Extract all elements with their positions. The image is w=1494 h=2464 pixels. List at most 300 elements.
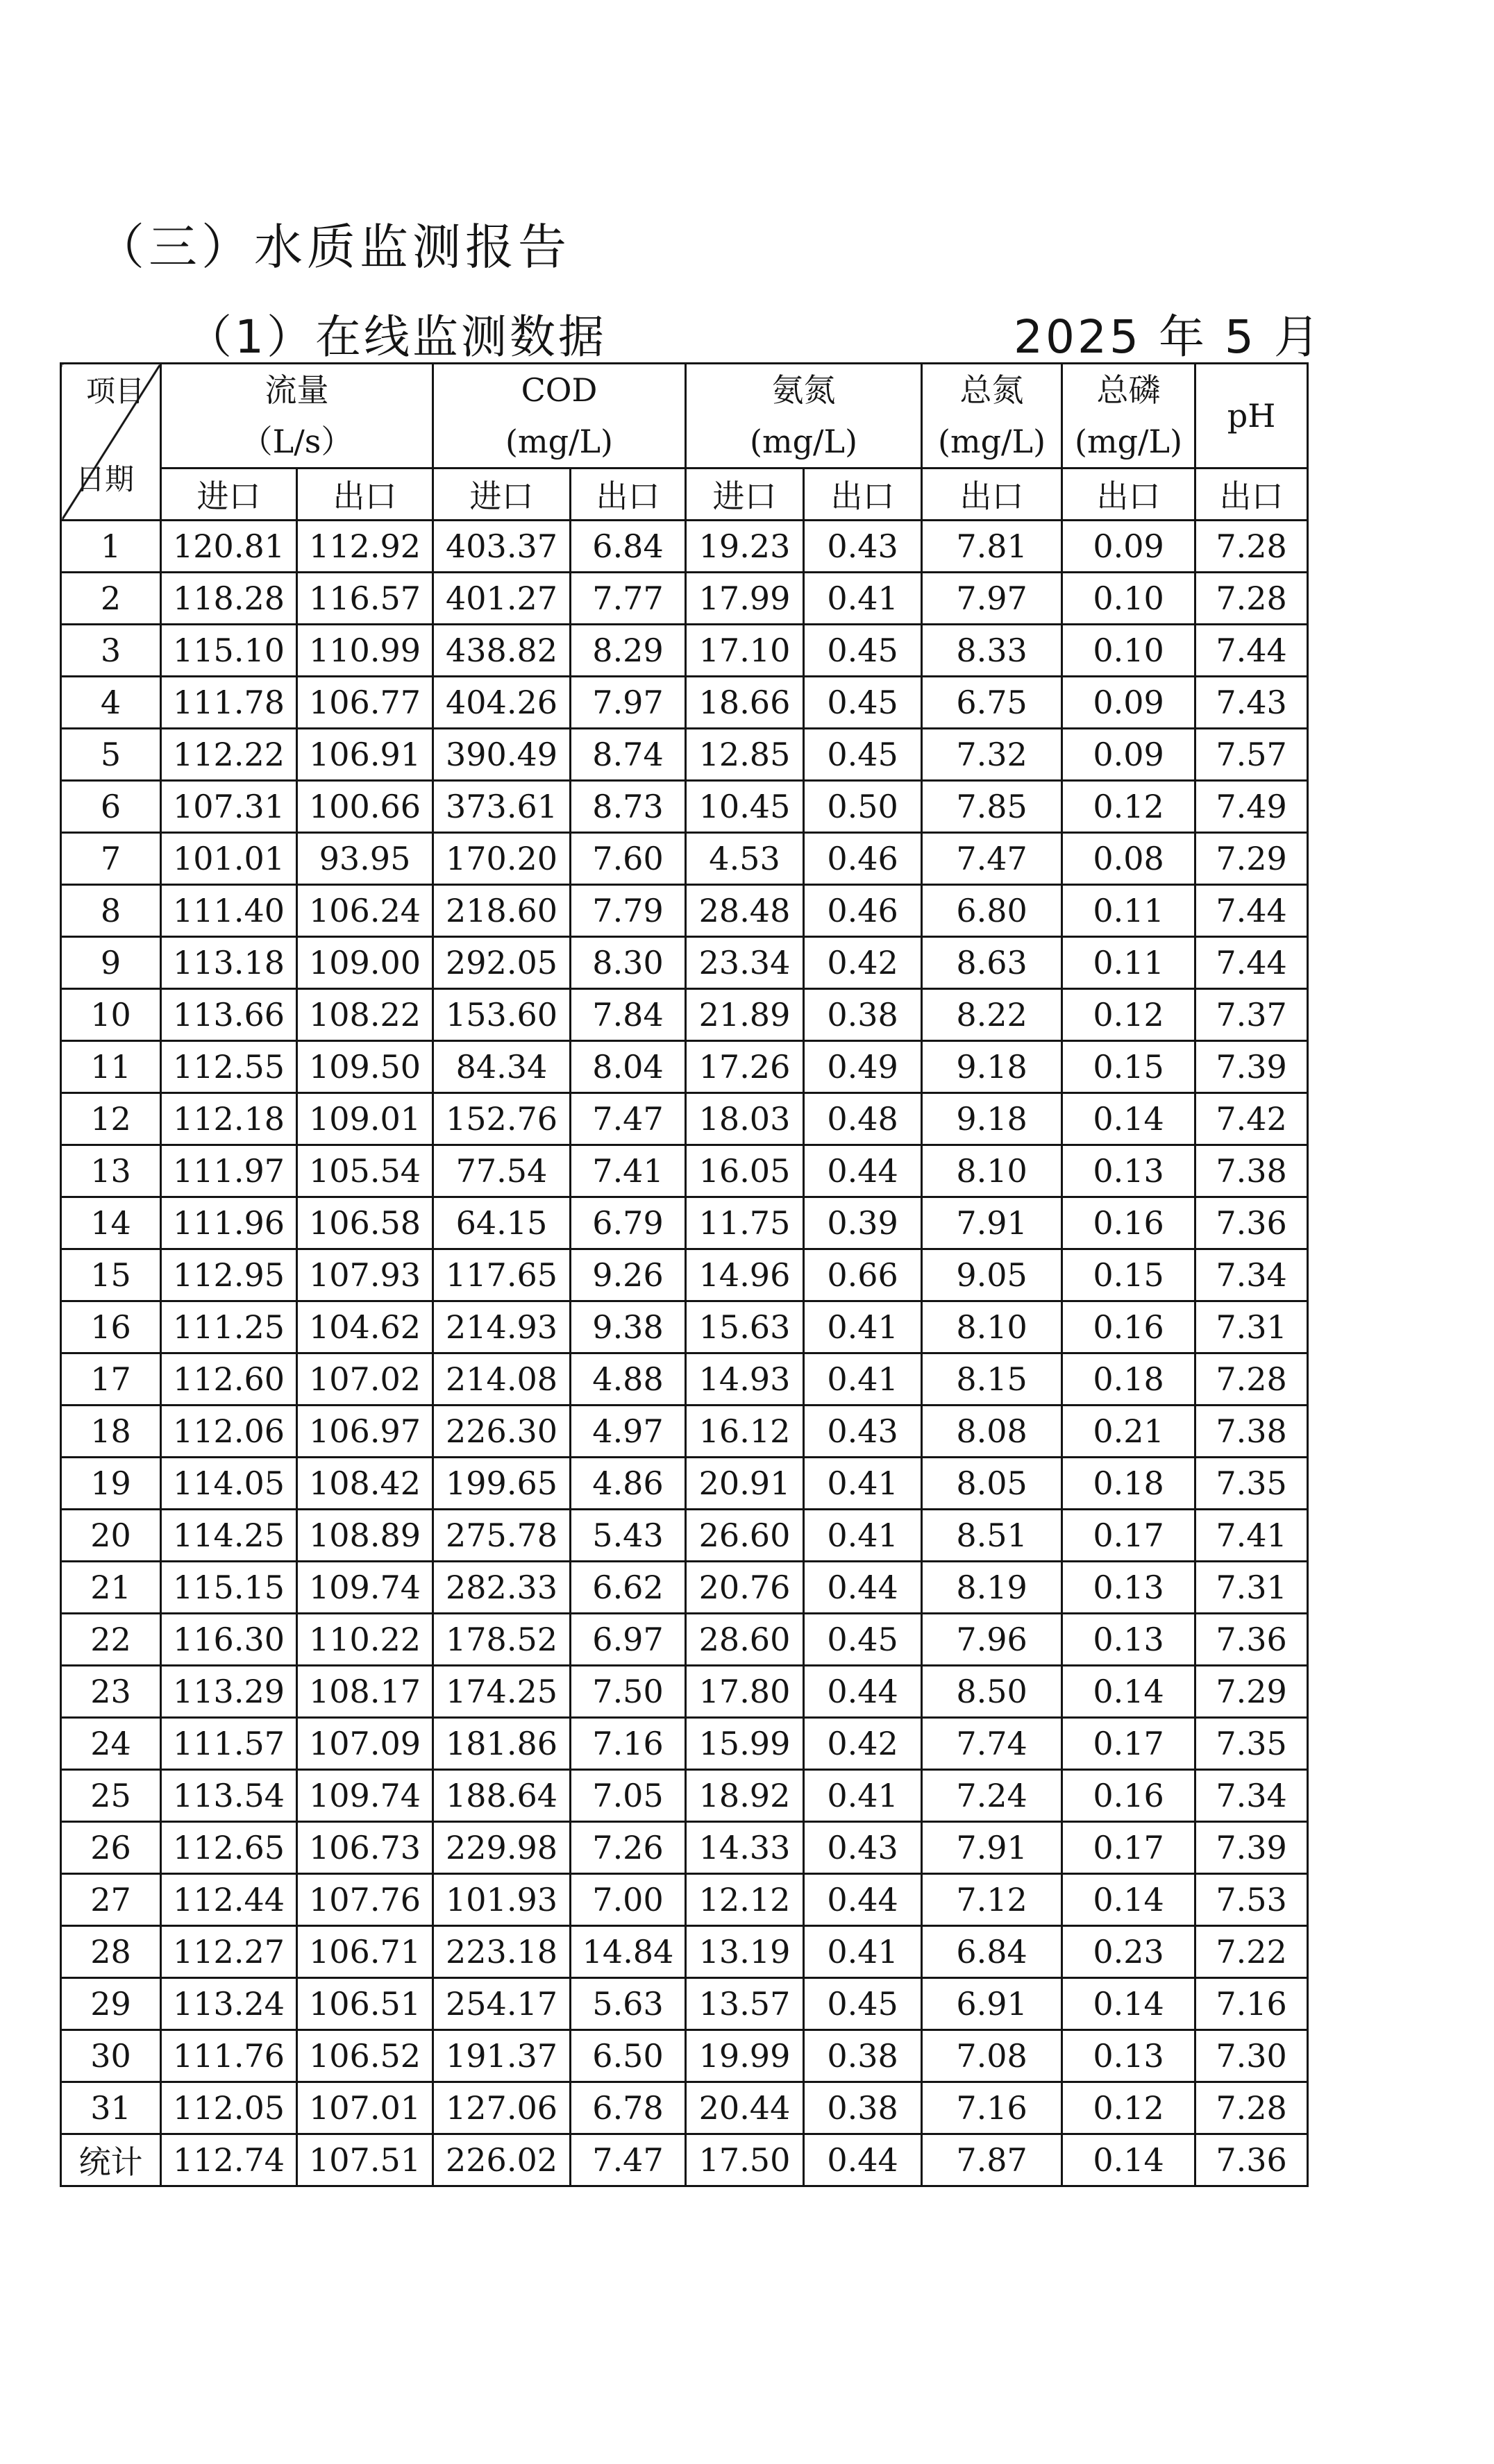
value-cell: 0.16 bbox=[1062, 1770, 1195, 1822]
value-cell: 109.50 bbox=[297, 1041, 433, 1093]
date-cell: 6 bbox=[61, 781, 161, 833]
date-cell: 4 bbox=[61, 677, 161, 729]
value-cell: 120.81 bbox=[161, 521, 297, 573]
group-header-flow: 流量 （L/s） bbox=[161, 364, 433, 469]
value-cell: 114.05 bbox=[161, 1458, 297, 1510]
value-cell: 116.30 bbox=[161, 1614, 297, 1666]
value-cell: 127.06 bbox=[433, 2082, 571, 2134]
value-cell: 7.39 bbox=[1195, 1041, 1308, 1093]
value-cell: 0.66 bbox=[804, 1249, 922, 1301]
value-cell: 14.84 bbox=[571, 1926, 686, 1978]
value-cell: 106.58 bbox=[297, 1197, 433, 1249]
value-cell: 0.41 bbox=[804, 1770, 922, 1822]
value-cell: 404.26 bbox=[433, 677, 571, 729]
value-cell: 112.60 bbox=[161, 1353, 297, 1406]
table-row bbox=[61, 625, 1308, 677]
value-cell: 174.25 bbox=[433, 1666, 571, 1718]
value-cell: 7.16 bbox=[922, 2082, 1062, 2134]
value-cell: 7.60 bbox=[571, 833, 686, 885]
value-cell: 7.29 bbox=[1195, 833, 1308, 885]
value-cell: 7.38 bbox=[1195, 1145, 1308, 1197]
value-cell: 112.92 bbox=[297, 521, 433, 573]
value-cell: 7.79 bbox=[571, 885, 686, 937]
value-cell: 0.11 bbox=[1062, 937, 1195, 989]
value-cell: 104.62 bbox=[297, 1301, 433, 1353]
value-cell: 28.60 bbox=[686, 1614, 804, 1666]
value-cell: 107.93 bbox=[297, 1249, 433, 1301]
value-cell: 199.65 bbox=[433, 1458, 571, 1510]
value-cell: 113.66 bbox=[161, 989, 297, 1041]
value-cell: 7.47 bbox=[571, 1093, 686, 1145]
date-cell: 29 bbox=[61, 1978, 161, 2030]
value-cell: 7.97 bbox=[922, 573, 1062, 625]
value-cell: 0.44 bbox=[804, 1562, 922, 1614]
value-cell: 7.39 bbox=[1195, 1822, 1308, 1874]
value-cell: 7.44 bbox=[1195, 625, 1308, 677]
value-cell: 5.43 bbox=[571, 1510, 686, 1562]
value-cell: 19.23 bbox=[686, 521, 804, 573]
value-cell: 188.64 bbox=[433, 1770, 571, 1822]
value-cell: 0.17 bbox=[1062, 1822, 1195, 1874]
value-cell: 438.82 bbox=[433, 625, 571, 677]
value-cell: 112.95 bbox=[161, 1249, 297, 1301]
value-cell: 8.19 bbox=[922, 1562, 1062, 1614]
value-cell: 0.46 bbox=[804, 833, 922, 885]
value-cell: 0.17 bbox=[1062, 1510, 1195, 1562]
value-cell: 5.63 bbox=[571, 1978, 686, 2030]
value-cell: 19.99 bbox=[686, 2030, 804, 2082]
value-cell: 0.23 bbox=[1062, 1926, 1195, 1978]
value-cell: 4.88 bbox=[571, 1353, 686, 1406]
table-row bbox=[61, 833, 1308, 885]
value-cell: 8.05 bbox=[922, 1458, 1062, 1510]
table-row bbox=[61, 1301, 1308, 1353]
value-cell: 23.34 bbox=[686, 937, 804, 989]
value-cell: 0.12 bbox=[1062, 989, 1195, 1041]
value-cell: 0.13 bbox=[1062, 2030, 1195, 2082]
value-cell: 11.75 bbox=[686, 1197, 804, 1249]
date-cell: 9 bbox=[61, 937, 161, 989]
value-cell: 109.74 bbox=[297, 1562, 433, 1614]
value-cell: 0.16 bbox=[1062, 1301, 1195, 1353]
value-cell: 106.71 bbox=[297, 1926, 433, 1978]
value-cell: 111.57 bbox=[161, 1718, 297, 1770]
value-cell: 113.24 bbox=[161, 1978, 297, 2030]
subheader-cell: 出口 bbox=[571, 469, 686, 521]
value-cell: 9.18 bbox=[922, 1041, 1062, 1093]
date-cell: 11 bbox=[61, 1041, 161, 1093]
value-cell: 7.28 bbox=[1195, 521, 1308, 573]
table-row bbox=[61, 937, 1308, 989]
value-cell: 7.42 bbox=[1195, 1093, 1308, 1145]
value-cell: 223.18 bbox=[433, 1926, 571, 1978]
value-cell: 7.74 bbox=[922, 1718, 1062, 1770]
value-cell: 112.74 bbox=[161, 2134, 297, 2186]
value-cell: 401.27 bbox=[433, 573, 571, 625]
value-cell: 0.10 bbox=[1062, 625, 1195, 677]
value-cell: 7.91 bbox=[922, 1197, 1062, 1249]
value-cell: 8.74 bbox=[571, 729, 686, 781]
value-cell: 0.44 bbox=[804, 1874, 922, 1926]
table-row bbox=[61, 1978, 1308, 2030]
value-cell: 109.00 bbox=[297, 937, 433, 989]
value-cell: 7.50 bbox=[571, 1666, 686, 1718]
date-cell: 20 bbox=[61, 1510, 161, 1562]
table-row bbox=[61, 2030, 1308, 2082]
value-cell: 6.84 bbox=[922, 1926, 1062, 1978]
section-heading: （三）水质监测报告 bbox=[96, 219, 571, 276]
date-cell: 23 bbox=[61, 1666, 161, 1718]
value-cell: 17.80 bbox=[686, 1666, 804, 1718]
value-cell: 106.73 bbox=[297, 1822, 433, 1874]
value-cell: 226.02 bbox=[433, 2134, 571, 2186]
value-cell: 6.97 bbox=[571, 1614, 686, 1666]
value-cell: 12.85 bbox=[686, 729, 804, 781]
table-row bbox=[61, 1718, 1308, 1770]
subheader-cell: 出口 bbox=[1062, 469, 1195, 521]
value-cell: 0.09 bbox=[1062, 677, 1195, 729]
table-row bbox=[61, 1510, 1308, 1562]
value-cell: 7.34 bbox=[1195, 1770, 1308, 1822]
value-cell: 8.04 bbox=[571, 1041, 686, 1093]
value-cell: 0.10 bbox=[1062, 573, 1195, 625]
date-cell: 18 bbox=[61, 1406, 161, 1458]
value-cell: 113.54 bbox=[161, 1770, 297, 1822]
value-cell: 0.45 bbox=[804, 677, 922, 729]
value-cell: 9.38 bbox=[571, 1301, 686, 1353]
value-cell: 0.46 bbox=[804, 885, 922, 937]
table-row bbox=[61, 989, 1308, 1041]
value-cell: 7.31 bbox=[1195, 1562, 1308, 1614]
value-cell: 112.18 bbox=[161, 1093, 297, 1145]
date-cell: 17 bbox=[61, 1353, 161, 1406]
value-cell: 0.17 bbox=[1062, 1718, 1195, 1770]
value-cell: 108.89 bbox=[297, 1510, 433, 1562]
value-cell: 7.47 bbox=[922, 833, 1062, 885]
value-cell: 0.45 bbox=[804, 625, 922, 677]
table-row bbox=[61, 1041, 1308, 1093]
value-cell: 292.05 bbox=[433, 937, 571, 989]
value-cell: 7.16 bbox=[1195, 1978, 1308, 2030]
value-cell: 0.41 bbox=[804, 1510, 922, 1562]
date-cell: 13 bbox=[61, 1145, 161, 1197]
value-cell: 0.18 bbox=[1062, 1353, 1195, 1406]
value-cell: 77.54 bbox=[433, 1145, 571, 1197]
value-cell: 7.44 bbox=[1195, 885, 1308, 937]
value-cell: 0.15 bbox=[1062, 1249, 1195, 1301]
value-cell: 9.18 bbox=[922, 1093, 1062, 1145]
value-cell: 7.53 bbox=[1195, 1874, 1308, 1926]
value-cell: 7.34 bbox=[1195, 1249, 1308, 1301]
value-cell: 112.05 bbox=[161, 2082, 297, 2134]
table-row bbox=[61, 1666, 1308, 1718]
value-cell: 8.15 bbox=[922, 1353, 1062, 1406]
value-cell: 6.84 bbox=[571, 521, 686, 573]
value-cell: 0.16 bbox=[1062, 1197, 1195, 1249]
value-cell: 0.44 bbox=[804, 1666, 922, 1718]
date-cell: 8 bbox=[61, 885, 161, 937]
value-cell: 101.01 bbox=[161, 833, 297, 885]
value-cell: 17.10 bbox=[686, 625, 804, 677]
table-row bbox=[61, 573, 1308, 625]
value-cell: 115.10 bbox=[161, 625, 297, 677]
value-cell: 218.60 bbox=[433, 885, 571, 937]
value-cell: 8.73 bbox=[571, 781, 686, 833]
value-cell: 7.35 bbox=[1195, 1718, 1308, 1770]
subheader-cell: 进口 bbox=[161, 469, 297, 521]
value-cell: 107.31 bbox=[161, 781, 297, 833]
value-cell: 8.10 bbox=[922, 1145, 1062, 1197]
value-cell: 107.02 bbox=[297, 1353, 433, 1406]
value-cell: 107.01 bbox=[297, 2082, 433, 2134]
group-header-cod: COD (mg/L) bbox=[433, 364, 686, 469]
value-cell: 7.44 bbox=[1195, 937, 1308, 989]
value-cell: 109.74 bbox=[297, 1770, 433, 1822]
corner-header-cell bbox=[61, 364, 161, 521]
value-cell: 6.62 bbox=[571, 1562, 686, 1614]
value-cell: 108.17 bbox=[297, 1666, 433, 1718]
value-cell: 0.18 bbox=[1062, 1458, 1195, 1510]
group-header-total-nitrogen: 总氮 (mg/L) bbox=[922, 364, 1062, 469]
report-date: 2025 年 5 月 bbox=[1014, 310, 1323, 364]
table-row bbox=[61, 521, 1308, 573]
value-cell: 111.96 bbox=[161, 1197, 297, 1249]
value-cell: 6.80 bbox=[922, 885, 1062, 937]
value-cell: 7.29 bbox=[1195, 1666, 1308, 1718]
value-cell: 7.49 bbox=[1195, 781, 1308, 833]
value-cell: 0.13 bbox=[1062, 1562, 1195, 1614]
table-row bbox=[61, 2082, 1308, 2134]
value-cell: 0.44 bbox=[804, 2134, 922, 2186]
date-cell: 19 bbox=[61, 1458, 161, 1510]
value-cell: 7.28 bbox=[1195, 573, 1308, 625]
value-cell: 8.51 bbox=[922, 1510, 1062, 1562]
value-cell: 106.52 bbox=[297, 2030, 433, 2082]
value-cell: 105.54 bbox=[297, 1145, 433, 1197]
date-cell: 24 bbox=[61, 1718, 161, 1770]
value-cell: 117.65 bbox=[433, 1249, 571, 1301]
table-row bbox=[61, 1614, 1308, 1666]
value-cell: 18.03 bbox=[686, 1093, 804, 1145]
value-cell: 7.77 bbox=[571, 573, 686, 625]
value-cell: 8.30 bbox=[571, 937, 686, 989]
monitoring-table bbox=[60, 362, 1309, 2187]
value-cell: 7.05 bbox=[571, 1770, 686, 1822]
value-cell: 0.45 bbox=[804, 1978, 922, 2030]
value-cell: 8.22 bbox=[922, 989, 1062, 1041]
value-cell: 0.50 bbox=[804, 781, 922, 833]
subheader-cell: 进口 bbox=[686, 469, 804, 521]
value-cell: 8.63 bbox=[922, 937, 1062, 989]
value-cell: 18.92 bbox=[686, 1770, 804, 1822]
table-row bbox=[61, 1093, 1308, 1145]
value-cell: 84.34 bbox=[433, 1041, 571, 1093]
value-cell: 108.22 bbox=[297, 989, 433, 1041]
value-cell: 275.78 bbox=[433, 1510, 571, 1562]
value-cell: 106.77 bbox=[297, 677, 433, 729]
value-cell: 390.49 bbox=[433, 729, 571, 781]
value-cell: 112.06 bbox=[161, 1406, 297, 1458]
value-cell: 282.33 bbox=[433, 1562, 571, 1614]
value-cell: 6.50 bbox=[571, 2030, 686, 2082]
value-cell: 8.50 bbox=[922, 1666, 1062, 1718]
value-cell: 17.99 bbox=[686, 573, 804, 625]
table-row bbox=[61, 1562, 1308, 1614]
value-cell: 7.96 bbox=[922, 1614, 1062, 1666]
value-cell: 7.57 bbox=[1195, 729, 1308, 781]
value-cell: 0.45 bbox=[804, 729, 922, 781]
value-cell: 254.17 bbox=[433, 1978, 571, 2030]
value-cell: 6.91 bbox=[922, 1978, 1062, 2030]
value-cell: 0.11 bbox=[1062, 885, 1195, 937]
value-cell: 7.12 bbox=[922, 1874, 1062, 1926]
value-cell: 7.41 bbox=[571, 1145, 686, 1197]
date-cell: 12 bbox=[61, 1093, 161, 1145]
value-cell: 403.37 bbox=[433, 521, 571, 573]
value-cell: 7.87 bbox=[922, 2134, 1062, 2186]
table-row bbox=[61, 1874, 1308, 1926]
value-cell: 9.05 bbox=[922, 1249, 1062, 1301]
table-row bbox=[61, 1406, 1308, 1458]
value-cell: 112.27 bbox=[161, 1926, 297, 1978]
value-cell: 4.86 bbox=[571, 1458, 686, 1510]
date-cell: 25 bbox=[61, 1770, 161, 1822]
value-cell: 8.08 bbox=[922, 1406, 1062, 1458]
value-cell: 0.14 bbox=[1062, 1666, 1195, 1718]
value-cell: 373.61 bbox=[433, 781, 571, 833]
value-cell: 0.14 bbox=[1062, 1978, 1195, 2030]
value-cell: 6.75 bbox=[922, 677, 1062, 729]
value-cell: 111.40 bbox=[161, 885, 297, 937]
value-cell: 0.42 bbox=[804, 937, 922, 989]
table-row bbox=[61, 677, 1308, 729]
value-cell: 0.48 bbox=[804, 1093, 922, 1145]
table-row bbox=[61, 1353, 1308, 1406]
value-cell: 6.79 bbox=[571, 1197, 686, 1249]
table-row bbox=[61, 1822, 1308, 1874]
value-cell: 7.16 bbox=[571, 1718, 686, 1770]
value-cell: 107.09 bbox=[297, 1718, 433, 1770]
value-cell: 15.63 bbox=[686, 1301, 804, 1353]
value-cell: 21.89 bbox=[686, 989, 804, 1041]
value-cell: 10.45 bbox=[686, 781, 804, 833]
date-cell: 3 bbox=[61, 625, 161, 677]
date-cell: 31 bbox=[61, 2082, 161, 2134]
value-cell: 0.44 bbox=[804, 1145, 922, 1197]
date-cell: 1 bbox=[61, 521, 161, 573]
date-cell: 27 bbox=[61, 1874, 161, 1926]
value-cell: 7.28 bbox=[1195, 1353, 1308, 1406]
value-cell: 0.45 bbox=[804, 1614, 922, 1666]
value-cell: 18.66 bbox=[686, 677, 804, 729]
value-cell: 8.29 bbox=[571, 625, 686, 677]
value-cell: 7.00 bbox=[571, 1874, 686, 1926]
date-cell: 30 bbox=[61, 2030, 161, 2082]
value-cell: 111.78 bbox=[161, 677, 297, 729]
table-row bbox=[61, 729, 1308, 781]
value-cell: 112.44 bbox=[161, 1874, 297, 1926]
value-cell: 93.95 bbox=[297, 833, 433, 885]
date-cell: 14 bbox=[61, 1197, 161, 1249]
value-cell: 107.76 bbox=[297, 1874, 433, 1926]
value-cell: 26.60 bbox=[686, 1510, 804, 1562]
value-cell: 7.36 bbox=[1195, 1197, 1308, 1249]
header-row-sub bbox=[61, 469, 1308, 521]
value-cell: 116.57 bbox=[297, 573, 433, 625]
table-row bbox=[61, 1249, 1308, 1301]
value-cell: 109.01 bbox=[297, 1093, 433, 1145]
value-cell: 64.15 bbox=[433, 1197, 571, 1249]
value-cell: 8.10 bbox=[922, 1301, 1062, 1353]
value-cell: 20.44 bbox=[686, 2082, 804, 2134]
date-cell: 5 bbox=[61, 729, 161, 781]
value-cell: 14.33 bbox=[686, 1822, 804, 1874]
value-cell: 15.99 bbox=[686, 1718, 804, 1770]
value-cell: 4.53 bbox=[686, 833, 804, 885]
table-row bbox=[61, 1926, 1308, 1978]
value-cell: 178.52 bbox=[433, 1614, 571, 1666]
date-cell: 10 bbox=[61, 989, 161, 1041]
value-cell: 0.09 bbox=[1062, 729, 1195, 781]
value-cell: 17.26 bbox=[686, 1041, 804, 1093]
date-cell: 7 bbox=[61, 833, 161, 885]
value-cell: 7.81 bbox=[922, 521, 1062, 573]
value-cell: 111.25 bbox=[161, 1301, 297, 1353]
value-cell: 28.48 bbox=[686, 885, 804, 937]
value-cell: 214.08 bbox=[433, 1353, 571, 1406]
corner-date-label: 日期 bbox=[76, 462, 135, 496]
value-cell: 0.43 bbox=[804, 1406, 922, 1458]
value-cell: 106.51 bbox=[297, 1978, 433, 2030]
value-cell: 7.91 bbox=[922, 1822, 1062, 1874]
value-cell: 110.99 bbox=[297, 625, 433, 677]
value-cell: 7.32 bbox=[922, 729, 1062, 781]
value-cell: 106.24 bbox=[297, 885, 433, 937]
corner-item-label: 项目 bbox=[85, 374, 144, 408]
value-cell: 111.76 bbox=[161, 2030, 297, 2082]
value-cell: 0.49 bbox=[804, 1041, 922, 1093]
header-row-groups bbox=[61, 364, 1308, 469]
value-cell: 0.09 bbox=[1062, 521, 1195, 573]
subheader-cell: 出口 bbox=[922, 469, 1062, 521]
value-cell: 0.38 bbox=[804, 2030, 922, 2082]
subheader-cell: 出口 bbox=[297, 469, 433, 521]
date-cell: 21 bbox=[61, 1562, 161, 1614]
value-cell: 0.14 bbox=[1062, 1874, 1195, 1926]
value-cell: 4.97 bbox=[571, 1406, 686, 1458]
value-cell: 7.28 bbox=[1195, 2082, 1308, 2134]
value-cell: 111.97 bbox=[161, 1145, 297, 1197]
date-cell: 22 bbox=[61, 1614, 161, 1666]
value-cell: 112.55 bbox=[161, 1041, 297, 1093]
table-row bbox=[61, 1458, 1308, 1510]
table-row bbox=[61, 781, 1308, 833]
value-cell: 229.98 bbox=[433, 1822, 571, 1874]
value-cell: 0.08 bbox=[1062, 833, 1195, 885]
value-cell: 0.41 bbox=[804, 573, 922, 625]
table-row bbox=[61, 1197, 1308, 1249]
value-cell: 107.51 bbox=[297, 2134, 433, 2186]
value-cell: 7.22 bbox=[1195, 1926, 1308, 1978]
date-cell: 15 bbox=[61, 1249, 161, 1301]
value-cell: 0.38 bbox=[804, 989, 922, 1041]
value-cell: 0.41 bbox=[804, 1926, 922, 1978]
value-cell: 110.22 bbox=[297, 1614, 433, 1666]
value-cell: 0.43 bbox=[804, 521, 922, 573]
value-cell: 7.36 bbox=[1195, 2134, 1308, 2186]
date-cell: 16 bbox=[61, 1301, 161, 1353]
value-cell: 0.42 bbox=[804, 1718, 922, 1770]
